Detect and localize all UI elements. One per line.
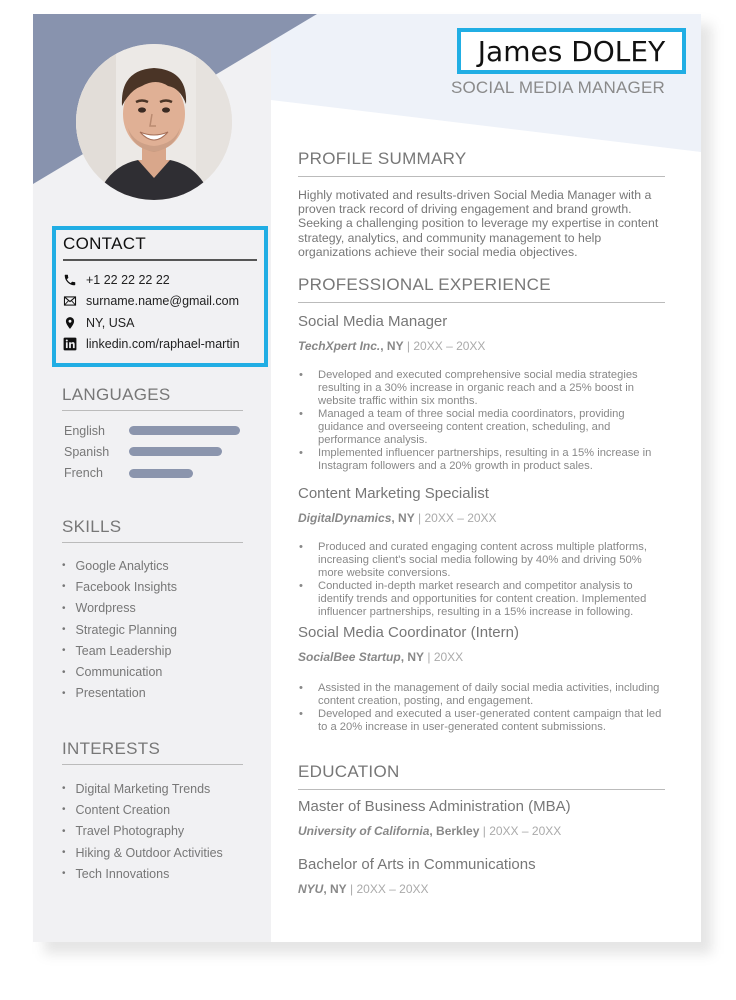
email-link[interactable]: surname.name@gmail.com [86, 294, 240, 309]
job-dates: | 20XX – 20XX [403, 339, 486, 353]
skills-section [62, 517, 243, 704]
language-label: French [64, 466, 103, 481]
job-bullets [298, 541, 666, 619]
envelope-icon [63, 294, 77, 308]
skill-item: • Team Leadership [62, 640, 243, 661]
skills-heading: SKILLS [62, 517, 243, 543]
job-company: SocialBee Startup [298, 650, 401, 664]
education-meta [298, 824, 666, 838]
education-school: NYU [298, 882, 324, 896]
job-bullets [298, 682, 666, 734]
language-level-bar [129, 469, 193, 478]
education-school: University of California [298, 824, 430, 838]
job-position: Content Marketing Specialist [298, 485, 489, 502]
job-company: TechXpert Inc. [298, 339, 381, 353]
job-meta [298, 511, 666, 525]
language-row [62, 420, 243, 441]
skill-item: • Communication [62, 661, 243, 682]
job-bullet: • Developed and executed a user-generated content campaign that led to a 20% increase in user-generated content submissions. [298, 708, 666, 734]
phone-text: +1 22 22 22 22 [86, 272, 170, 287]
languages-section [62, 385, 243, 484]
job-position: Social Media Coordinator (Intern) [298, 624, 519, 641]
job-position: Social Media Manager [298, 313, 448, 330]
language-level-bar [129, 426, 240, 435]
contact-location [63, 312, 257, 334]
job-bullet: • Implemented influencer partnerships, resulting in a 15% increase in Instagram followers and a 20% growth in product sales. [298, 447, 666, 473]
location-text: NY, USA [86, 315, 135, 330]
job-dates: | 20XX [424, 650, 464, 664]
interest-item: • Digital Marketing Trends [62, 778, 243, 799]
skill-item: • Strategic Planning [62, 619, 243, 640]
profile-summary-text: Highly motivated and results-driven Social Media Manager with a proven track record of driving engagement and brand growth. Seeking a challenging position to leverage my expertise in content strategy, analytics, and community management to help organizations achieve their social media objectives. [298, 188, 659, 259]
job-bullet: • Developed and executed comprehensive social media strategies resulting in a 30% increase in organic reach and a 25% boost in website traffic within six months. [298, 369, 666, 408]
profile-heading: PROFILE SUMMARY [298, 149, 665, 177]
contact-section [52, 226, 268, 367]
resume-page [33, 14, 701, 942]
contact-heading: CONTACT [63, 234, 257, 261]
candidate-name: James DOLEY [477, 34, 666, 68]
job-bullets [298, 369, 666, 473]
experience-heading: PROFESSIONAL EXPERIENCE [298, 275, 665, 303]
contact-linkedin [63, 334, 257, 356]
language-label: Spanish [64, 444, 110, 459]
job-entry [298, 313, 666, 473]
language-level-bar [129, 447, 222, 456]
skill-item: • Presentation [62, 683, 243, 704]
language-row [62, 441, 243, 462]
interests-heading: INTERESTS [62, 739, 243, 765]
interests-list [62, 778, 243, 884]
job-bullet: • Produced and curated engaging content across multiple platforms, increasing client's social media following by 40% and driving 50% more website conversions. [298, 541, 666, 580]
map-pin-icon [63, 316, 77, 330]
contact-email [63, 291, 257, 313]
phone-icon [63, 273, 77, 287]
skill-item: • Wordpress [62, 598, 243, 619]
skill-item: • Google Analytics [62, 555, 243, 576]
job-company: DigitalDynamics [298, 511, 392, 525]
linkedin-icon [63, 337, 77, 351]
job-meta [298, 339, 666, 353]
interest-item: • Content Creation [62, 799, 243, 820]
interests-section [62, 739, 243, 884]
name-box [457, 28, 686, 74]
languages-heading: LANGUAGES [62, 385, 243, 411]
education-location: , Berkley [429, 824, 480, 838]
education-dates: | 20XX – 20XX [346, 882, 429, 896]
language-row [62, 463, 243, 484]
education-location: , NY [323, 882, 347, 896]
job-entry [298, 485, 666, 619]
profile-photo [76, 44, 232, 200]
education-heading: EDUCATION [298, 762, 665, 790]
job-location: , NY [391, 511, 415, 525]
education-degree: Bachelor of Arts in Communications [298, 856, 536, 873]
interest-item: • Hiking & Outdoor Activities [62, 842, 243, 863]
job-location: , NY [380, 339, 404, 353]
skill-item: • Facebook Insights [62, 576, 243, 597]
language-label: English [64, 423, 105, 438]
interest-item: • Tech Innovations [62, 863, 243, 884]
contact-phone [63, 269, 257, 291]
education-entry [298, 798, 666, 838]
job-title: SOCIAL MEDIA MANAGER [450, 78, 665, 97]
education-dates: | 20XX – 20XX [479, 824, 562, 838]
education-meta [298, 882, 666, 896]
interest-item: • Travel Photography [62, 821, 243, 842]
job-bullet: • Conducted in-depth market research and competitor analysis to identify trends and opportunities for content creation. Implemented influencer partnerships, resulting in a 15% increase in following. [298, 580, 666, 619]
job-dates: | 20XX – 20XX [414, 511, 497, 525]
job-bullet: • Assisted in the management of daily social media activities, including content creation, posting, and engagement. [298, 682, 666, 708]
education-degree: Master of Business Administration (MBA) [298, 798, 571, 815]
contact-list [63, 269, 257, 355]
job-entry [298, 624, 666, 734]
job-location: , NY [400, 650, 425, 664]
languages-list [62, 420, 243, 484]
job-bullet: • Managed a team of three social media coordinators, providing guidance and overseeing content creation, scheduling, and performance analysis. [298, 408, 666, 447]
education-entry [298, 856, 666, 896]
skills-list [62, 555, 243, 704]
job-meta [298, 650, 666, 664]
linkedin-link[interactable]: linkedin.com/raphael-martin [86, 337, 240, 352]
